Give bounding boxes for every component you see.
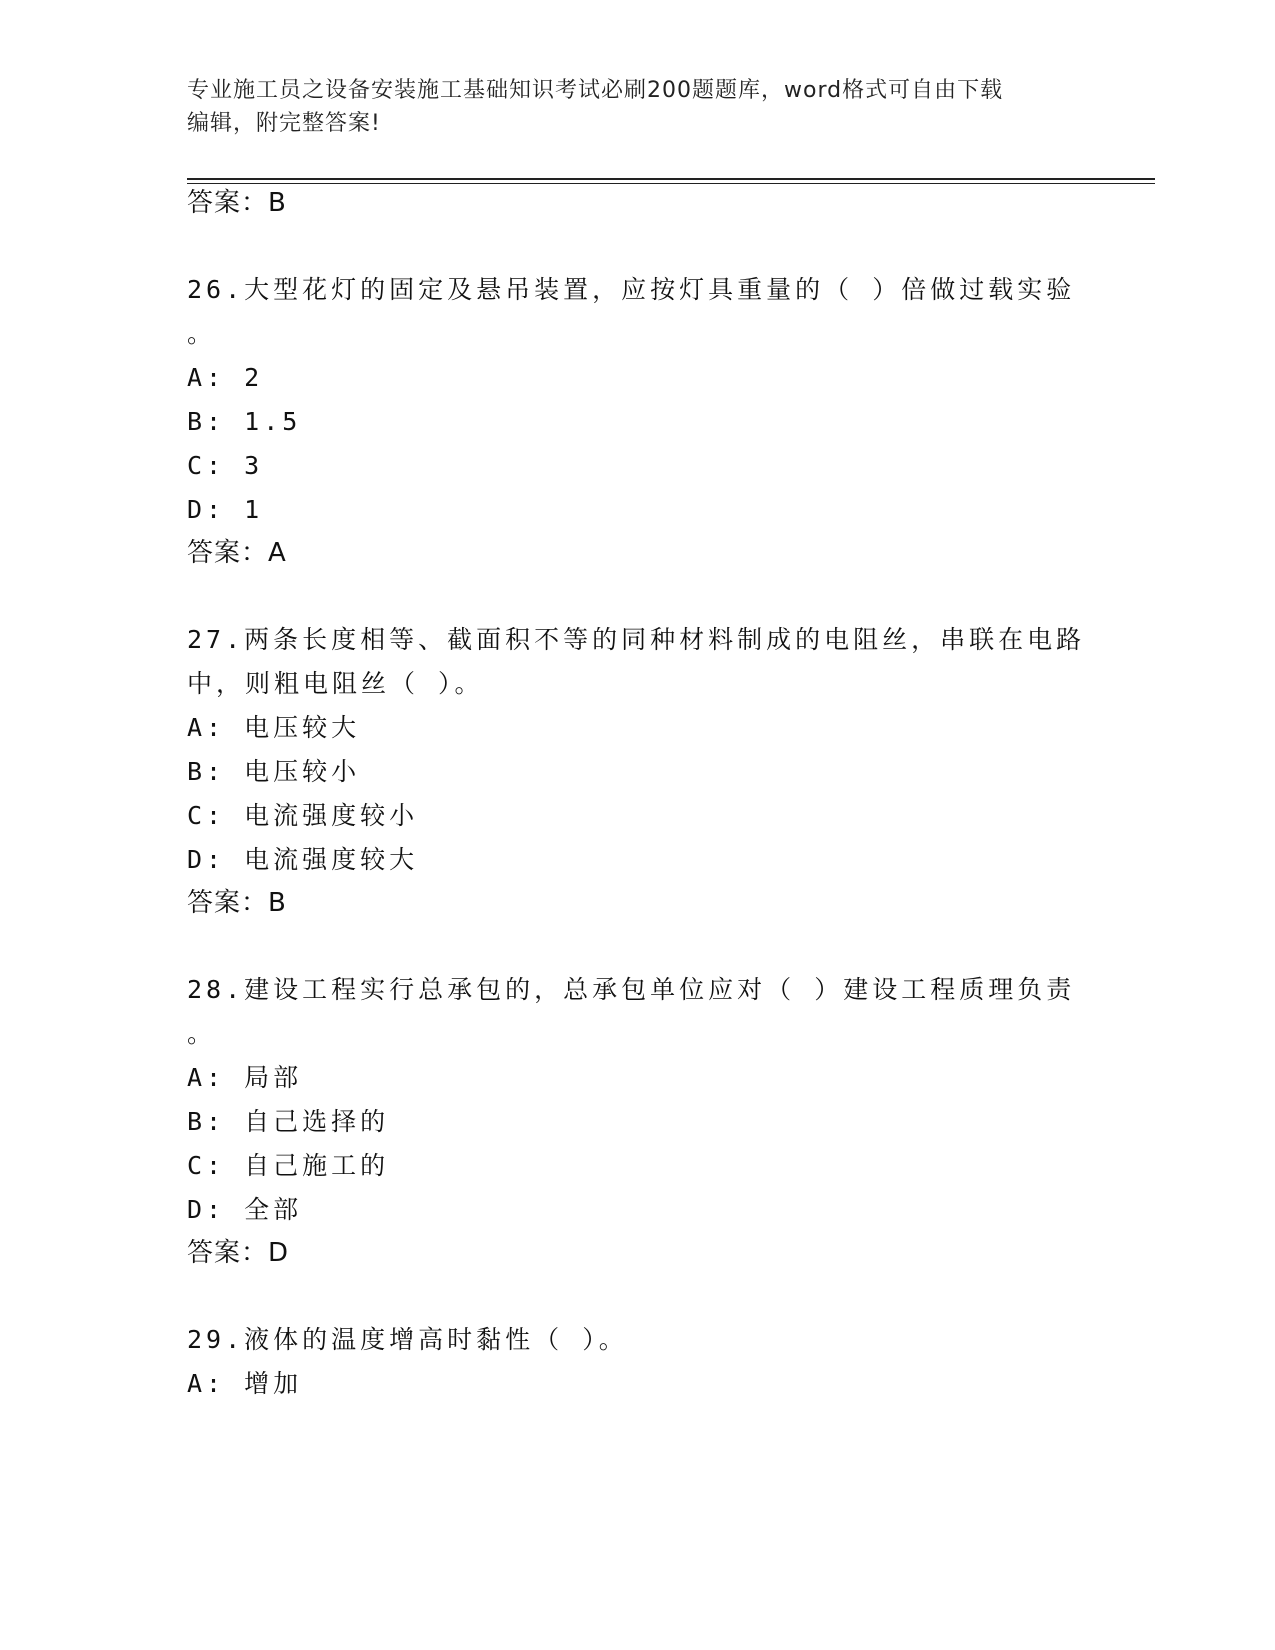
question-28-answer: 答案：D [187,1238,290,1268]
answer-line: 答案：B [187,188,287,218]
question-26-text-line-1: 26.大型花灯的固定及悬吊装置，应按灯具重量的（ ）倍做过载实验 [187,275,1076,304]
document-header [187,74,1087,140]
question-28-text-line-1: 28.建设工程实行总承包的，总承包单位应对（ ）建设工程质理负责 [187,975,1076,1004]
header-divider-thin [187,183,1155,184]
question-26-option-d: D: 1 [187,495,264,524]
question-27-text-line-2: 中，则粗电阻丝（ ）。 [187,669,484,698]
question-27-option-a: A: 电压较大 [187,713,361,742]
question-27-option-d: D: 电流强度较大 [187,845,419,874]
question-27-option-b: B: 电压较小 [187,757,361,786]
question-26-text-line-2: 。 [187,319,217,348]
header-line-1: 专业施工员之设备安装施工基础知识考试必刷200题题库，word格式可自由下载 [187,78,1004,103]
question-29-option-a: A: 增加 [187,1369,303,1398]
question-28-option-d: D: 全部 [187,1195,303,1224]
question-26-option-b: B: 1.5 [187,407,302,436]
question-28-text-line-2: 。 [187,1019,217,1048]
question-27-option-c: C: 电流强度较小 [187,801,419,830]
question-26-option-c: C: 3 [187,451,264,480]
header-divider-thick [187,178,1155,180]
question-28-option-a: A: 局部 [187,1063,303,1092]
question-26-answer: 答案：A [187,538,287,568]
question-29-text-line-1: 29.液体的温度增高时黏性（ ）。 [187,1325,628,1354]
question-28-option-b: B: 自己选择的 [187,1107,390,1136]
question-27-text-line-1: 27.两条长度相等、截面积不等的同种材料制成的电阻丝，串联在电路 [187,625,1086,654]
question-26-option-a: A: 2 [187,363,264,392]
header-line-2: 编辑，附完整答案! [187,111,381,136]
question-27-answer: 答案：B [187,888,287,918]
question-28-option-c: C: 自己施工的 [187,1151,390,1180]
